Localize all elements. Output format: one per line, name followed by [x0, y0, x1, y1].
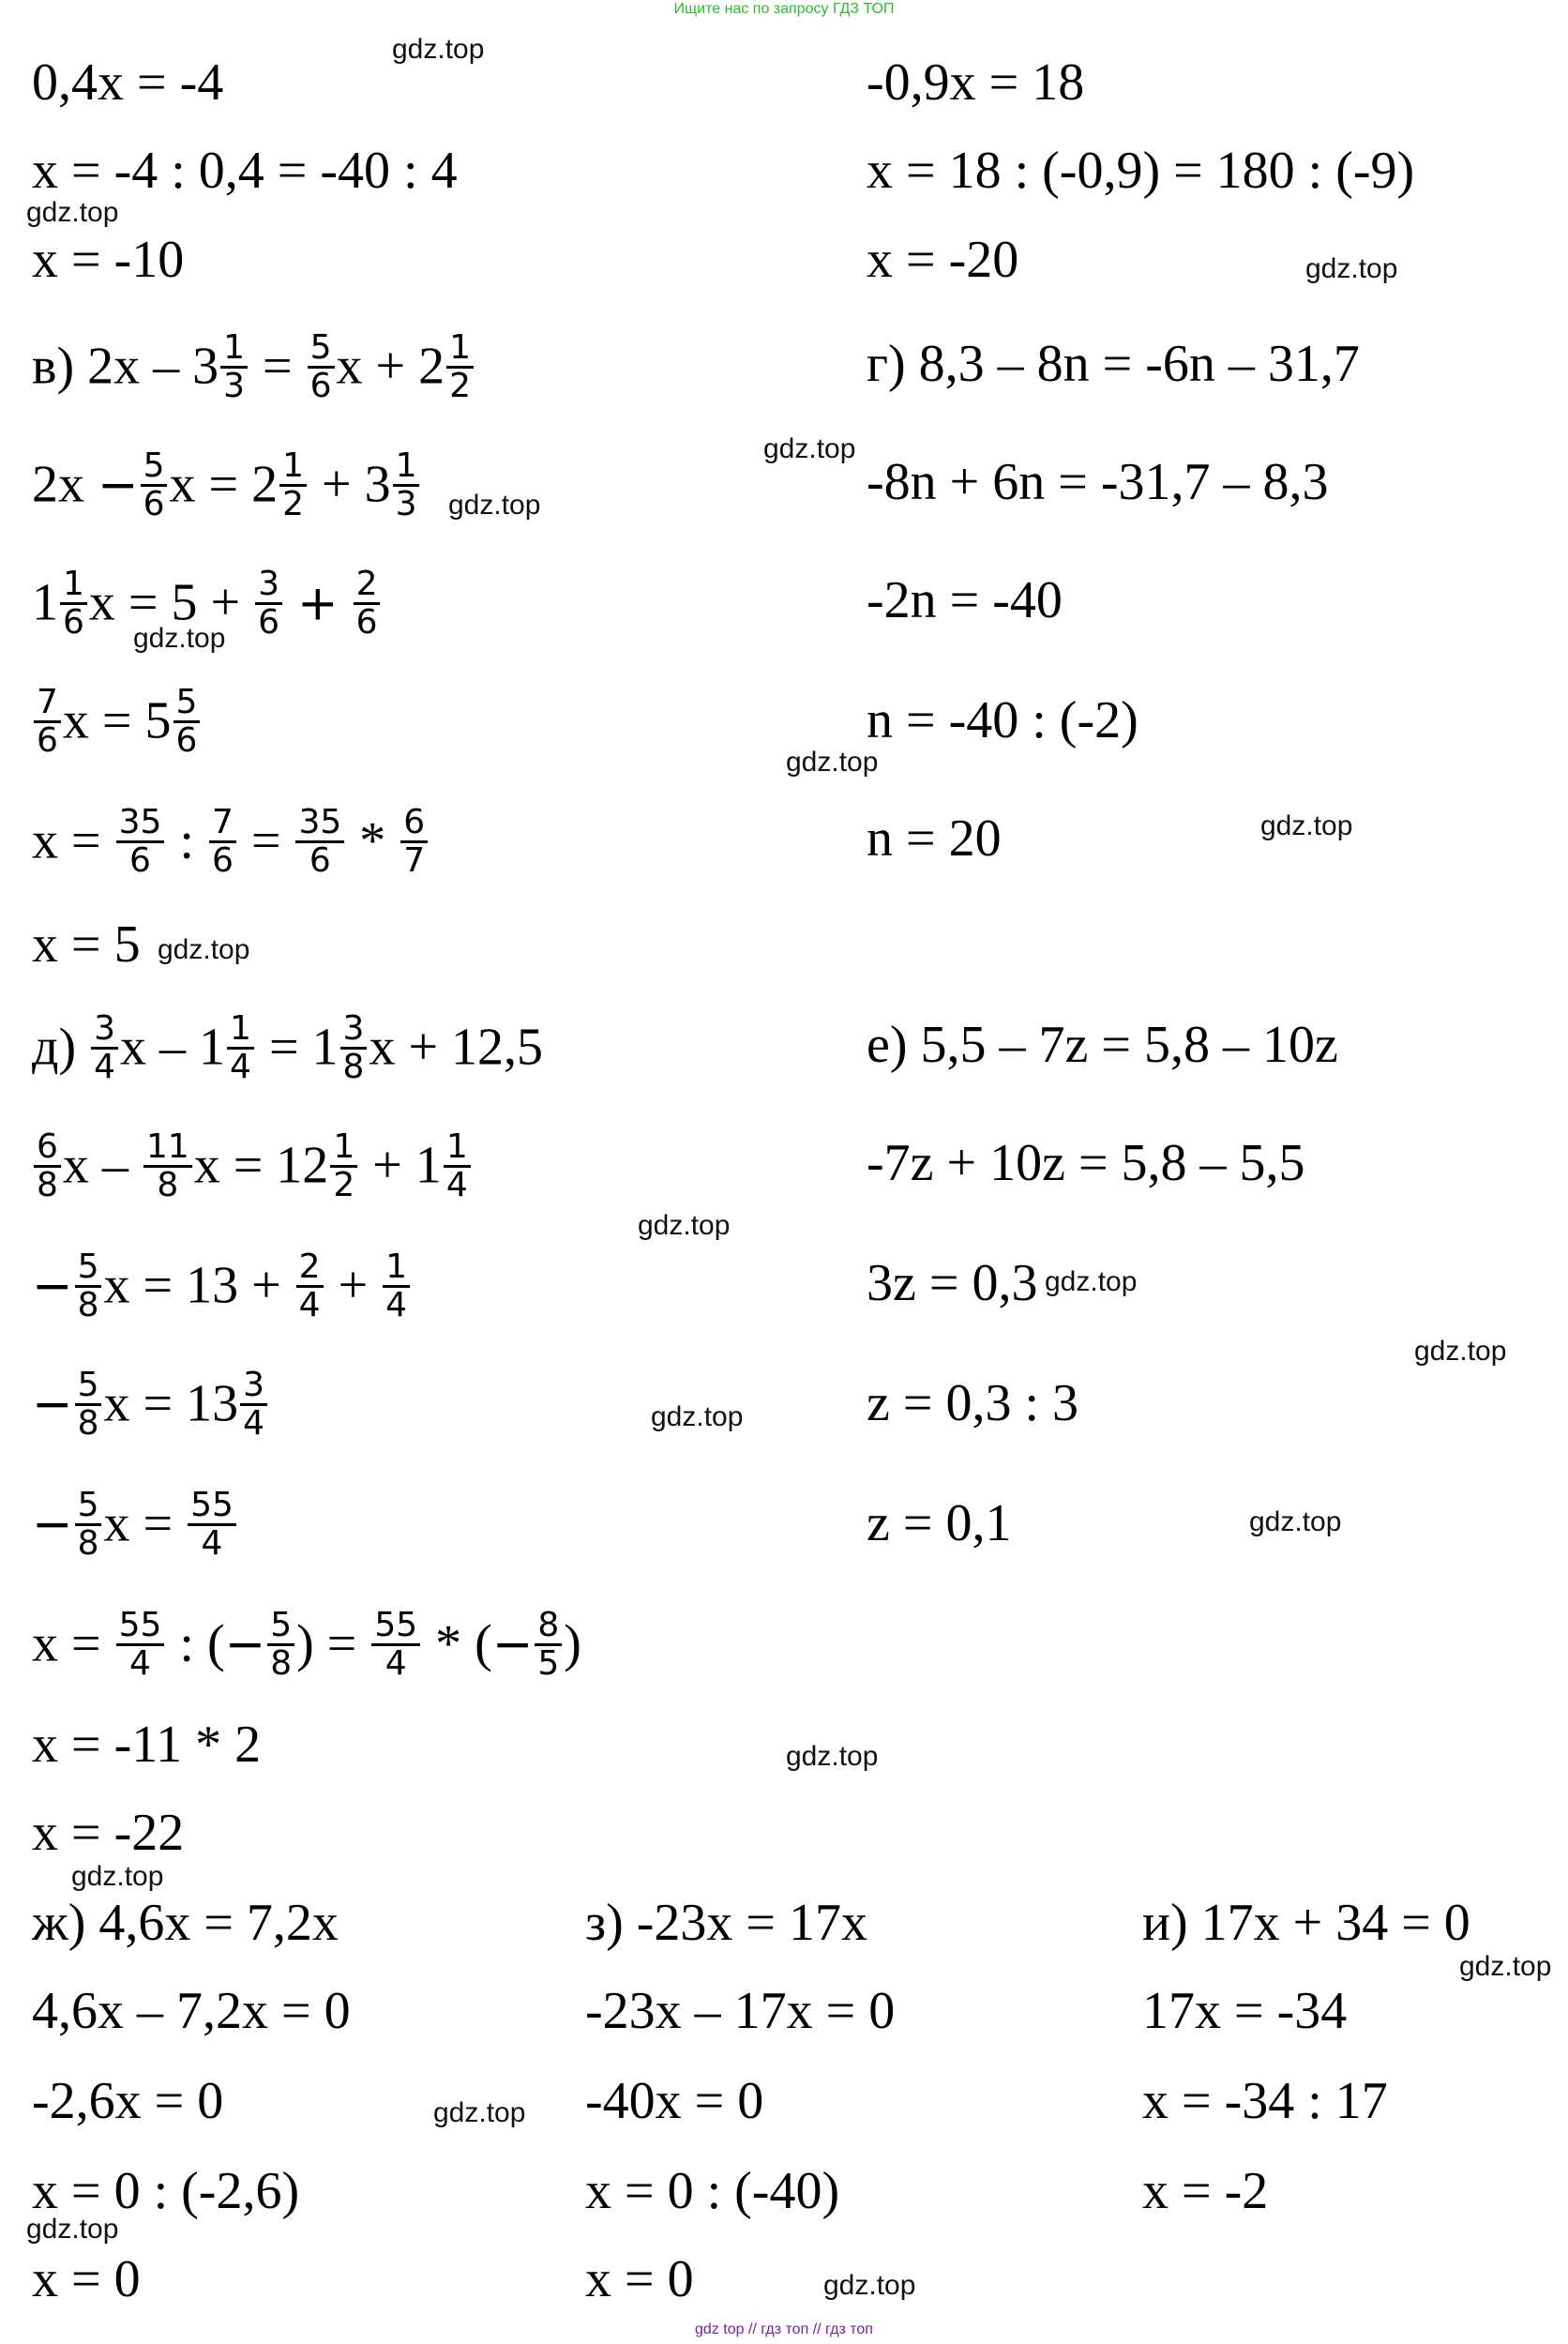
eq-b-line3: x = -20	[867, 231, 1019, 289]
fraction: $\frac{1}{4}$	[383, 1249, 410, 1323]
eq-e-line3: 3z = 0,3	[867, 1254, 1038, 1312]
eq-i-line4: x = -2	[1142, 2162, 1269, 2220]
fraction: $\frac{3}{4}$	[240, 1368, 267, 1442]
watermark: gdz.top	[392, 34, 485, 65]
eq-g-line1: г) 8,3 – 8n = -6n – 31,7	[867, 335, 1360, 393]
eq-z-line5: x = 0	[585, 2250, 694, 2308]
fraction: $\frac{5}{8}$	[75, 1368, 102, 1442]
fraction: $\frac{5}{6}$	[173, 685, 201, 759]
eq-z-line4: x = 0 : (-40)	[585, 2162, 840, 2220]
eq-v-line4: $\frac{7}{6}$ x = 5 $\frac{5}{6}$	[32, 688, 202, 763]
fraction: $\frac{35}{6}$	[116, 805, 165, 879]
eq-d-line4: − $\frac{5}{8}$ x = 13 $\frac{3}{4}$	[32, 1371, 269, 1445]
eq-a-line1: 0,4x = -4	[32, 53, 224, 112]
fraction: $\frac{7}{6}$	[34, 685, 61, 759]
eq-zh-line2: 4,6x – 7,2x = 0	[32, 1982, 351, 2040]
watermark: gdz.top	[786, 747, 879, 778]
eq-z-line2: -23x – 17x = 0	[585, 1982, 896, 2040]
eq-zh-line5: x = 0	[32, 2250, 141, 2308]
fraction: $\frac{3}{4}$	[91, 1011, 118, 1085]
eq-d-line3: − $\frac{5}{8}$ x = 13 + $\frac{2}{4}$ + $\frac{1}{4}$	[32, 1253, 412, 1327]
watermark: gdz.top	[1414, 1336, 1507, 1367]
fraction: $\frac{6}{7}$	[400, 805, 428, 879]
eq-e-line5: z = 0,1	[867, 1494, 1012, 1552]
eq-e-line1: е) 5,5 – 7z = 5,8 – 10z	[867, 1016, 1338, 1074]
fraction: $\frac{1}{3}$	[220, 330, 248, 404]
eq-d-line6: x = $\frac{55}{4}$ : (− $\frac{5}{8}$ ) = $\frac{55}{4}$ * (− $\frac{8}{5}$ )	[32, 1606, 581, 1683]
watermark: gdz.top	[1045, 1266, 1138, 1297]
eq-v-line3: 1 $\frac{1}{6}$ x = 5 + $\frac{3}{6}$ + $\frac{2}{6}$	[32, 570, 382, 644]
eq-v-line1: в) 2x – 3 $\frac{1}{3}$ = $\frac{5}{6}$ x + 2 $\frac{1}{2}$	[32, 334, 475, 408]
watermark: gdz.top	[158, 934, 250, 965]
watermark: gdz.top	[763, 433, 856, 464]
eq-zh-line1: ж) 4,6x = 7,2x	[32, 1894, 339, 1952]
eq-v-line5: x = $\frac{35}{6}$ : $\frac{7}{6}$ = $\frac{35}{6}$ * $\frac{6}{7}$	[32, 809, 430, 883]
eq-g-line4: n = -40 : (-2)	[867, 691, 1138, 749]
eq-z-line1: з) -23x = 17x	[585, 1894, 867, 1952]
eq-g-line5: n = 20	[867, 809, 1002, 868]
fraction: $\frac{6}{8}$	[34, 1129, 61, 1203]
eq-zh-line4: x = 0 : (-2,6)	[32, 2162, 300, 2220]
eq-zh-line3: -2,6x = 0	[32, 2072, 224, 2130]
fraction: $\frac{11}{8}$	[143, 1129, 192, 1203]
watermark: gdz.top	[651, 1401, 744, 1432]
eq-v-line2: 2x − $\frac{5}{6}$ x = 2 $\frac{1}{2}$ + 3 $\frac{1}{3}$	[32, 452, 421, 526]
eq-a-line2: x = -4 : 0,4 = -40 : 4	[32, 142, 458, 200]
eq-d-line7: x = -11 * 2	[32, 1716, 262, 1774]
fraction: $\frac{1}{2}$	[279, 448, 307, 522]
footer-links: gdz top // гдз топ // гдз топ	[695, 2321, 873, 2337]
eq-v-line6: x = 5	[32, 915, 141, 974]
eq-e-line2: -7z + 10z = 5,8 – 5,5	[867, 1134, 1305, 1192]
watermark: gdz.top	[26, 2214, 119, 2245]
eq-a-line3: x = -10	[32, 231, 185, 289]
fraction: $\frac{1}{6}$	[60, 567, 87, 641]
fraction: $\frac{55}{4}$	[116, 1608, 165, 1682]
eq-d-line5: − $\frac{5}{8}$ x = $\frac{55}{4}$	[32, 1491, 238, 1565]
fraction: $\frac{5}{8}$	[75, 1488, 102, 1562]
eq-d-line2: $\frac{6}{8}$ x – $\frac{11}{8}$ x = 12 $\frac{1}{2}$ + 1 $\frac{1}{4}$	[32, 1133, 473, 1207]
eq-b-line2: x = 18 : (-0,9) = 180 : (-9)	[867, 142, 1415, 200]
eq-b-line1: -0,9x = 18	[867, 53, 1085, 112]
watermark: gdz.top	[823, 2270, 916, 2301]
watermark: gdz.top	[1249, 1506, 1342, 1537]
eq-i-line3: x = -34 : 17	[1142, 2072, 1388, 2130]
eq-i-line1: и) 17x + 34 = 0	[1142, 1894, 1470, 1952]
eq-d-line1: д) $\frac{3}{4}$ x – 1 $\frac{1}{4}$ = 1 $\frac{3}{8}$ x + 12,5	[32, 1009, 544, 1086]
fraction: $\frac{2}{6}$	[354, 567, 381, 641]
watermark: gdz.top	[133, 623, 226, 654]
watermark: gdz.top	[1305, 253, 1398, 284]
fraction: $\frac{1}{2}$	[330, 1129, 357, 1203]
watermark: gdz.top	[1459, 1951, 1552, 1982]
watermark: gdz.top	[786, 1741, 879, 1772]
eq-g-line3: -2n = -40	[867, 571, 1063, 629]
eq-z-line3: -40x = 0	[585, 2072, 764, 2130]
fraction: $\frac{8}{5}$	[535, 1608, 562, 1682]
eq-e-line4: z = 0,3 : 3	[867, 1374, 1078, 1432]
watermark: gdz.top	[448, 490, 541, 521]
fraction: $\frac{5}{6}$	[308, 330, 335, 404]
fraction: $\frac{5}{6}$	[141, 448, 168, 522]
watermark: gdz.top	[26, 197, 119, 228]
fraction: $\frac{3}{8}$	[340, 1011, 368, 1085]
watermark: gdz.top	[1260, 810, 1353, 841]
fraction: $\frac{55}{4}$	[188, 1488, 236, 1562]
fraction: $\frac{1}{4}$	[444, 1129, 471, 1203]
fraction: $\frac{5}{8}$	[75, 1249, 102, 1323]
fraction: $\frac{1}{2}$	[446, 330, 474, 404]
eq-g-line2: -8n + 6n = -31,7 – 8,3	[867, 453, 1329, 511]
fraction: $\frac{1}{4}$	[227, 1011, 254, 1085]
fraction: $\frac{2}{4}$	[296, 1249, 324, 1323]
fraction: $\frac{7}{6}$	[209, 805, 236, 879]
fraction: $\frac{5}{8}$	[267, 1608, 294, 1682]
watermark: gdz.top	[638, 1210, 731, 1241]
watermark: gdz.top	[433, 2097, 526, 2128]
fraction: $\frac{55}{4}$	[371, 1608, 420, 1682]
fraction: $\frac{3}{6}$	[255, 567, 282, 641]
fraction: $\frac{1}{3}$	[393, 448, 420, 522]
eq-i-line2: 17x = -34	[1142, 1982, 1348, 2040]
watermark: gdz.top	[71, 1861, 164, 1892]
fraction: $\frac{35}{6}$	[295, 805, 344, 879]
eq-d-line8: x = -22	[32, 1804, 185, 1862]
top-banner: Ищите нас по запросу ГДЗ ТОП	[673, 1, 895, 17]
